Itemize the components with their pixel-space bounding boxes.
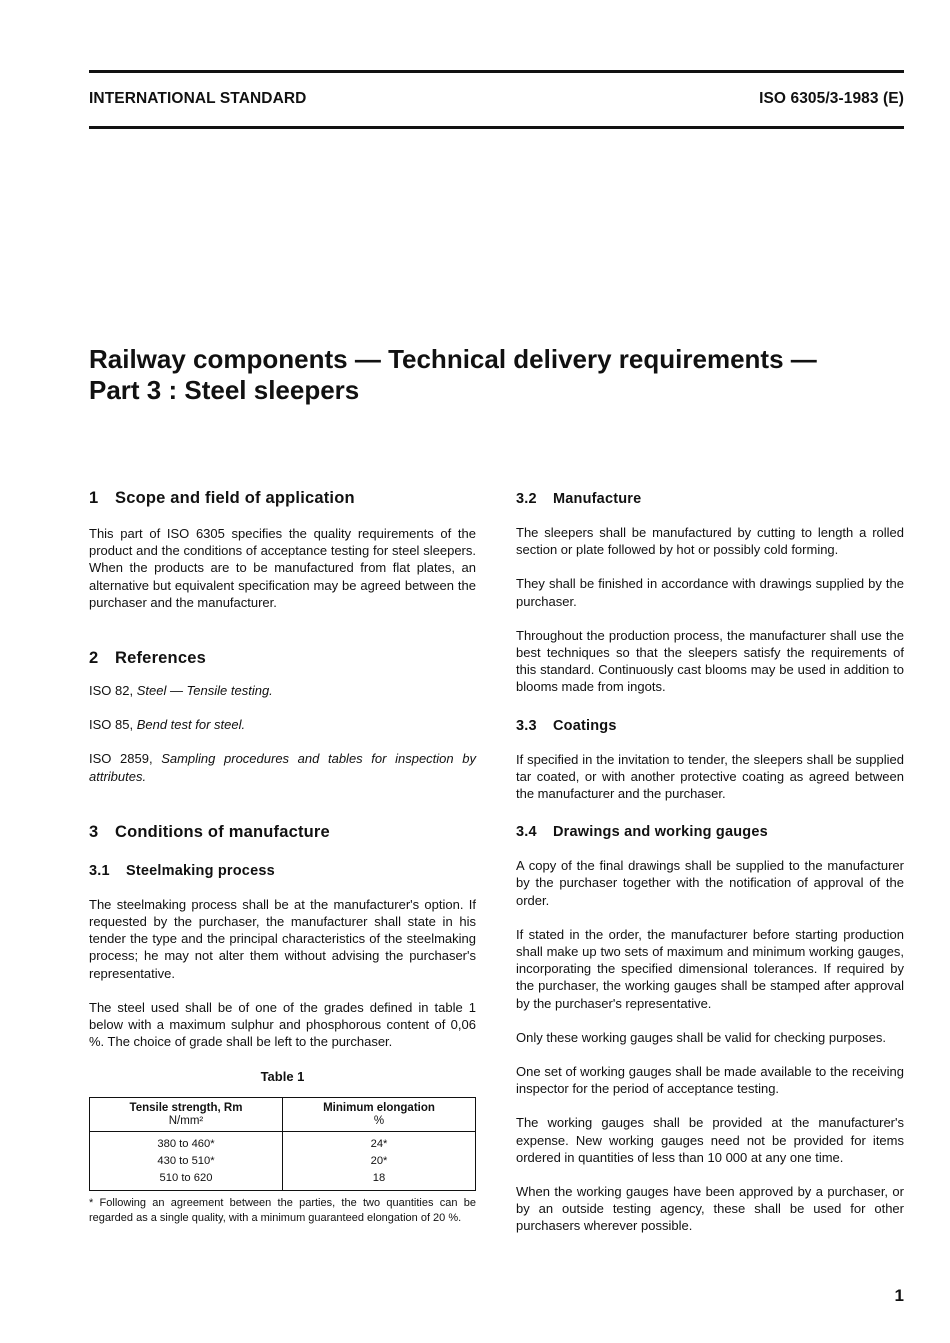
section-3-2-heading	[516, 491, 904, 507]
section-title: Manufacture	[553, 491, 642, 507]
section-3-heading	[89, 823, 476, 842]
table-1	[89, 1097, 476, 1191]
section-3-4-heading	[516, 824, 904, 840]
section-title: References	[115, 649, 206, 668]
section-3-2-paragraph-2: They shall be finished in accordance with drawings supplied by the purchaser.	[516, 576, 904, 609]
section-3-1-paragraph-2: The steel used shall be of one of the grades defined in table 1 below with a maximum sulphur and phosphorous content of 0,06 %. The choice of grade shall be left to the purchaser.	[89, 999, 476, 1050]
table-row: 380 to 460* 24*	[90, 1131, 476, 1153]
section-number: 2	[89, 649, 99, 668]
section-3-1-heading	[89, 863, 476, 879]
section-1-heading	[89, 489, 476, 508]
section-2-heading	[89, 649, 476, 668]
section-3-2-paragraph-1: The sleepers shall be manufactured by cutting to length a rolled section or plate followed by hot or possibly cold forming.	[516, 525, 904, 558]
reference-iso-82: ISO 82, Steel — Tensile testing.	[89, 683, 273, 699]
title-line-1: Railway components — Technical delivery requirements —	[89, 344, 817, 374]
section-title: Coatings	[553, 717, 617, 734]
table-row: 430 to 510* 20*	[90, 1153, 476, 1170]
section-3-4-paragraph-6: When the working gauges have been approved by a purchaser, or by an outside testing agency, these shall be used for other purchasers wherever possible.	[516, 1184, 904, 1234]
section-3-4-paragraph-2: If stated in the order, the manufacturer before starting production shall make up two sets of maximum and minimum working gauges, incorporating the specified dimensional tolerances. If required by the purchaser, the working gauges shall be stamped after approval by the purchaser's representative.	[516, 926, 904, 1011]
table-1-footnote: * Following an agreement between the parties, the two quantities can be regarded as a single quality, with a minimum guaranteed elongation of 20 %.	[89, 1196, 476, 1225]
table-row: 510 to 620 18	[90, 1170, 476, 1191]
column-header-tensile: Tensile strength, Rm N/mm²	[90, 1097, 283, 1131]
section-title: Drawings and working gauges	[553, 824, 768, 841]
standard-number: ISO 6305/3-1983 (E)	[759, 90, 904, 107]
section-number: 3.2	[516, 491, 537, 507]
column-header-elongation: Minimum elongation %	[283, 1097, 476, 1131]
section-number: 3.4	[516, 824, 537, 841]
table-header-row	[90, 1097, 476, 1131]
reference-iso-85: ISO 85, Bend test for steel.	[89, 717, 246, 733]
left-column	[89, 487, 476, 1227]
right-column	[516, 487, 904, 1235]
table-1-caption: Table 1	[260, 1069, 305, 1085]
section-number: 3	[89, 822, 99, 841]
section-3-4-paragraph-5: The working gauges shall be provided at the manufacturer's expense. New working gauges need not be provided for items ordered in quantities of less than 10 000 at any one time.	[516, 1115, 904, 1165]
document-type-label: INTERNATIONAL STANDARD	[89, 90, 307, 107]
page-number: 1	[894, 1286, 904, 1305]
section-number: 1	[89, 489, 99, 507]
section-title: Conditions of manufacture	[115, 822, 330, 841]
section-3-4-paragraph-3: Only these working gauges shall be valid for checking purposes.	[516, 1029, 886, 1045]
section-3-3-paragraph: If specified in the invitation to tender, the sleepers shall be supplied tar coated, or with another protective coating as agreed between the manufacturer and the purchaser.	[516, 751, 904, 802]
section-title: Scope and field of application	[115, 489, 355, 507]
reference-iso-2859: ISO 2859, Sampling procedures and tables for inspection by attributes.	[89, 751, 476, 784]
header-rule-bottom	[89, 126, 904, 129]
section-number: 3.3	[516, 717, 537, 734]
section-3-4-paragraph-4: One set of working gauges shall be made available to the receiving inspector for the period of acceptance testing.	[516, 1064, 904, 1097]
section-1-paragraph: This part of ISO 6305 specifies the quality requirements of the product and the conditions of acceptance testing for steel sleepers. When the products are to be manufactured from flat plates, an alternative but equivalent specification may be agreed between the purchaser and the manufacturer.	[89, 526, 476, 610]
section-title: Steelmaking process	[126, 862, 275, 879]
title-line-2: Part 3 : Steel sleepers	[89, 375, 360, 405]
document-title	[89, 344, 919, 406]
section-3-4-paragraph-1: A copy of the final drawings shall be supplied to the manufacturer by the purchaser together with the notification of approval of the order.	[516, 858, 904, 908]
header-rule-top	[89, 70, 904, 73]
section-3-2-paragraph-3: Throughout the production process, the manufacturer shall use the best techniques so that the sleepers satisfy the requirements of this standard. Continuously cast blooms may be used in addition to blooms made from ingots.	[516, 627, 904, 695]
section-number: 3.1	[89, 862, 110, 879]
section-3-3-heading	[516, 718, 904, 734]
section-3-1-paragraph-1: The steelmaking process shall be at the manufacturer's option. If requested by the purchaser, the manufacturer shall state in his tender the type and the principal characteristics of the steelmaking process; he may not alter them without advising the purchaser's representative.	[89, 896, 476, 981]
